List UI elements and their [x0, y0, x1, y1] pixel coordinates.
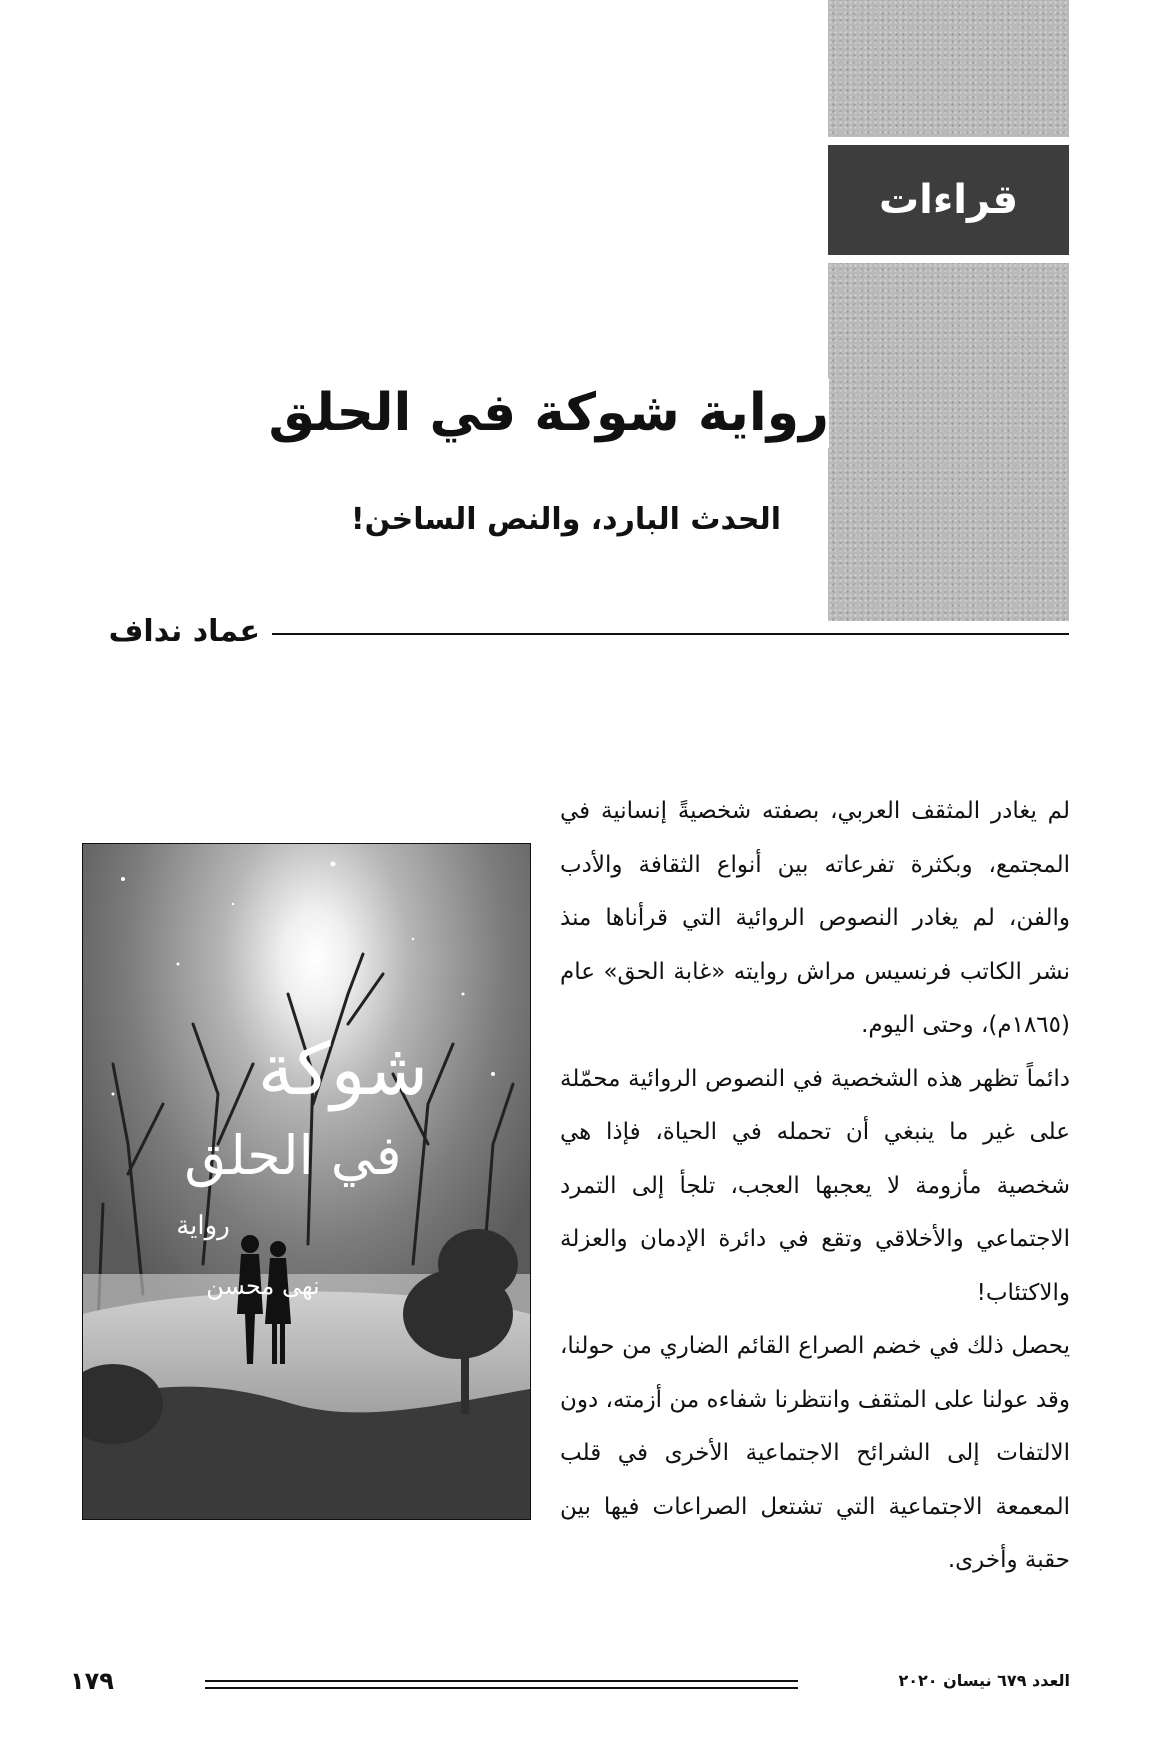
- decorative-texture-bottom: [828, 263, 1069, 621]
- article-title: رواية شوكة في الحلق: [309, 378, 829, 448]
- article-body: [560, 785, 1070, 1588]
- author-divider: [272, 633, 1069, 635]
- footer-divider: [205, 1680, 798, 1682]
- page-number: ١٧٩: [70, 1667, 114, 1695]
- issue-info: العدد ٦٧٩ نيسان ٢٠٢٠: [898, 1671, 1070, 1690]
- article-paragraph: دائماً تظهر هذه الشخصية في النصوص الروائية محمّلة على غير ما ينبغي أن تحمله في الحياة، فإذا هي شخصية مأزومة لا يعجبها العجب، تلجأ إلى التمرد الاجتماعي والأخلاقي وتقع في دائرة الإدمان والعزلة والاكتئاب!: [560, 1065, 1070, 1306]
- cover-genre: رواية: [176, 1211, 230, 1241]
- article-paragraph: يحصل ذلك في خضم الصراع القائم الضاري من حولنا، وقد عولنا على المثقف وانتظرنا شفاءه من أزمته، دون الالتفات إلى الشرائح الاجتماعية الأخرى في قلب المعمعة الاجتماعية التي تشتعل الصراعات فيها بين حقبة وأخرى.: [560, 1333, 1070, 1573]
- footer-divider: [205, 1687, 798, 1689]
- cover-author: نهى محسن: [206, 1272, 320, 1300]
- author-name: عماد نداف: [108, 614, 260, 649]
- article-subtitle: الحدث البارد، والنص الساخن!: [350, 502, 781, 537]
- decorative-texture-top: [828, 0, 1069, 137]
- book-cover-image: [82, 843, 531, 1520]
- cover-title-line-1: شوكة: [257, 1027, 429, 1111]
- section-label: قراءات: [828, 145, 1069, 255]
- cover-title-line-2: في الحلق: [184, 1124, 402, 1187]
- article-paragraph: لم يغادر المثقف العربي، بصفته شخصيةً إنسانية في المجتمع، وبكثرة تفرعاته بين أنواع الثقافة والأدب والفن، لم يغادر النصوص الروائية التي قرأناها منذ نشر الكاتب فرنسيس مراش روايته «غابة الحق» عام (١٨٦٥م)، وحتى اليوم.: [560, 798, 1070, 1038]
